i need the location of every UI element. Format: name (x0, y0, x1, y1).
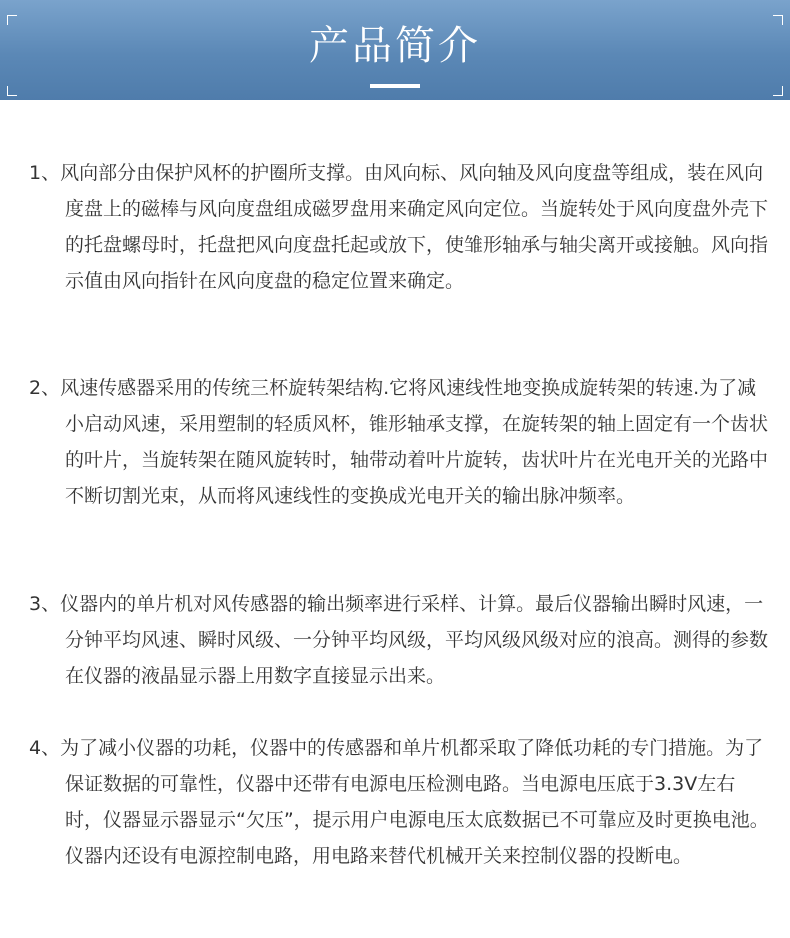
paragraph-1: 1、风向部分由保护风杯的护圈所支撑。由风向标、风向轴及风向度盘等组成，装在风向度盘上的磁棒与风向度盘组成磁罗盘用来确定风向定位。当旋转处于风向度盘外壳下的托盘螺母时，托盘把风向度盘托起或放下，使雏形轴承与轴尖离开或接触。风向指示值由风向指针在风向度盘的稳定位置来确定。 (29, 162, 769, 292)
paragraph-3: 3、仪器内的单片机对风传感器的输出频率进行采样、计算。最后仪器输出瞬时风速，一分钟平均风速、瞬时风级、一分钟平均风级，平均风级风级对应的浪高。测得的参数在仪器的液晶显示器上用数字直接显示出来。 (29, 593, 769, 687)
corner-bracket-bottom-right (773, 86, 783, 96)
title-underline (370, 84, 420, 88)
paragraph-4: 4、为了减小仪器的功耗，仪器中的传感器和单片机都采取了降低功耗的专门措施。为了保证数据的可靠性，仪器中还带有电源电压检测电路。当电源电压底于3.3V左右时，仪器显示器显示“欠压”，提示用户电源电压太底数据已不可靠应及时更换电池。仪器内还设有电源控制电路，用电路来替代机械开关来控制仪器的投断电。 (29, 737, 769, 867)
title-banner (0, 0, 790, 100)
paragraph-2: 2、风速传感器采用的传统三杯旋转架结构.它将风速线性地变换成旋转架的转速.为了减小启动风速，采用塑制的轻质风杯，锥形轴承支撑，在旋转架的轴上固定有一个齿状的叶片，当旋转架在随风旋转时，轴带动着叶片旋转，齿状叶片在光电开关的光路中不断切割光束，从而将风速线性的变换成光电开关的输出脉冲频率。 (29, 377, 769, 507)
corner-bracket-bottom-left (7, 86, 17, 96)
page-title: 产品简介 (309, 23, 481, 69)
